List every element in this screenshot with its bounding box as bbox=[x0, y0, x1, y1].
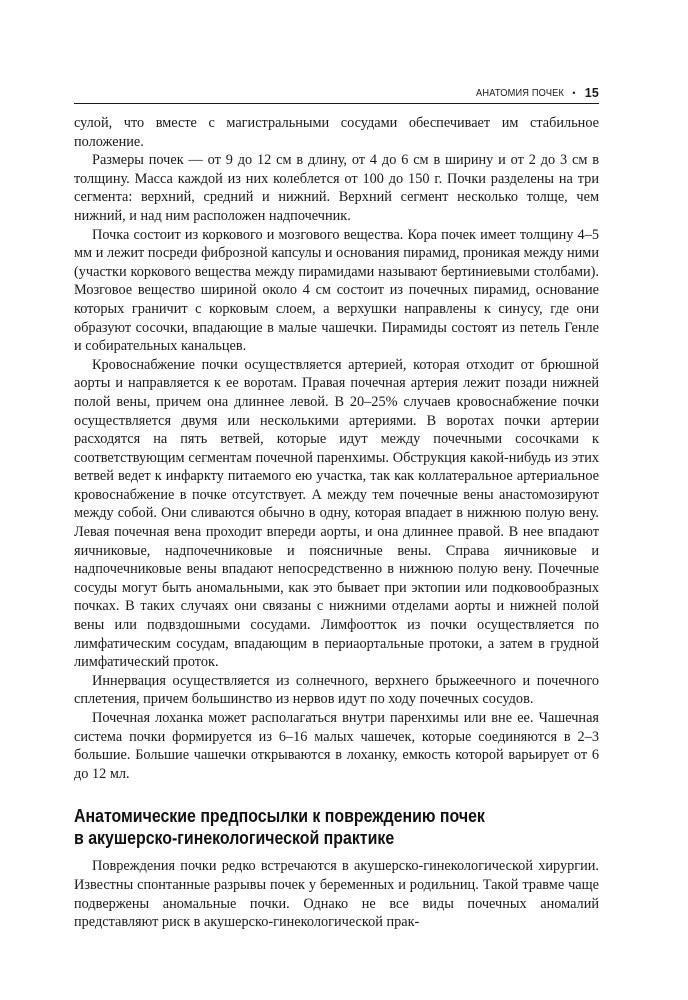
section-heading bbox=[74, 805, 598, 849]
main-text bbox=[74, 114, 599, 932]
section-heading-line-2: в акушерско-гинекологической практике bbox=[74, 827, 395, 849]
page-number: 15 bbox=[584, 86, 599, 100]
running-header bbox=[74, 84, 599, 102]
paragraph-blood-supply: Кровоснабжение почки осуществляется артерией, которая отходит от брюшной аорты и направляется к ее воротам. Правая почечная артерия лежит позади нижней полой вены, причем она длиннее левой. В 20–25% случаев кровоснабжение почки осуществляется двумя или несколькими артериями. В воротах почки артерии расходятся на пять ветвей, которые идут между почечными сосочками к соответствующим сегментам почечной паренхимы. Обструкция какой-нибудь из этих ветвей ведет к инфаркту питаемого ею участка, так как коллатеральное артериальное кровоснабжение в почке отсутствует. А между тем почечные вены анастомозируют между собой. Они сливаются обычно в одну, которая впадает в нижнюю полую вену. Левая почечная вена проходит впереди аорты, и она длиннее правой. В нее впадают яичниковые, надпочечниковые и поясничные вены. Справа яичниковые и надпочечниковые вены впадают непосредственно в нижнюю полую вену. Почечные сосуды могут быть аномальными, как это бывает при эктопии или подковообразных почках. В таких случаях они связаны с нижними отделами аорты и нижней полой вены или подвздошными сосудами. Лимфоотток из почки осуществляется по лимфатическим сосудам, впадающим в периаортальные протоки, а затем в грудной лимфатический проток. bbox=[74, 356, 599, 671]
running-header-title: АНАТОМИЯ ПОЧЕК bbox=[476, 87, 565, 99]
paragraph-kidney-size: Размеры почек — от 9 до 12 см в длину, от 4 до 6 см в ширину и от 2 до 3 см в толщину. Масса каждой из них колеблется от 100 до 150 г. Почки разделены на три сегмента: верхний, средний и нижний. Верхний сегмент несколько толще, чем нижний, и над ним расположен надпочечник. bbox=[74, 152, 599, 224]
paragraph-innervation: Иннервация осуществляется из солнечного, верхнего брыжеечного и почечного сплетения, причем большинство из нервов идут по ходу почечных сосудов. bbox=[74, 672, 599, 708]
paragraph-kidney-structure: Почка состоит из коркового и мозгового вещества. Кора почек имеет толщину 4–5 мм и лежит посреди фиброзной капсулы и основания пирамид, проникая между ними (участки коркового вещества между пирамидами называют бертиниевыми столбами). Мозговое вещество шириной около 4 см состоит из почечных пирамид, основание которых граничит с корковым слоем, а верхушки направлены к синусу, где они образуют сосочки, впадающие в малые чашечки. Пирамиды состоят из петель Генле и собирательных канальцев. bbox=[74, 226, 599, 355]
header-divider bbox=[74, 103, 599, 104]
section-heading-line-1: Анатомические предпосылки к повреждению почек bbox=[74, 805, 485, 827]
paragraph-renal-pelvis: Почечная лоханка может располагаться внутри паренхимы или вне ее. Чашечная система почки формируется из 6–16 малых чашечек, которые соединяются в 2–3 большие. Большие чашечки открываются в лоханку, емкость которой варьирует от 6 до 12 мл. bbox=[74, 710, 599, 782]
paragraph-continuation: сулой, что вместе с магистральными сосудами обеспечивает им стабильное положение. bbox=[74, 115, 599, 150]
bullet-icon: • bbox=[572, 88, 576, 98]
paragraph-injury-intro: Повреждения почки редко встречаются в акушерско-гинекологической хирургии. Известны спонтанные разрывы почек у беременных и родильниц. Такой травме чаще подвержены аномальные почки. Однако не все виды почечных аномалий представляют риск в акушерско-гинекологической прак- bbox=[74, 858, 599, 931]
